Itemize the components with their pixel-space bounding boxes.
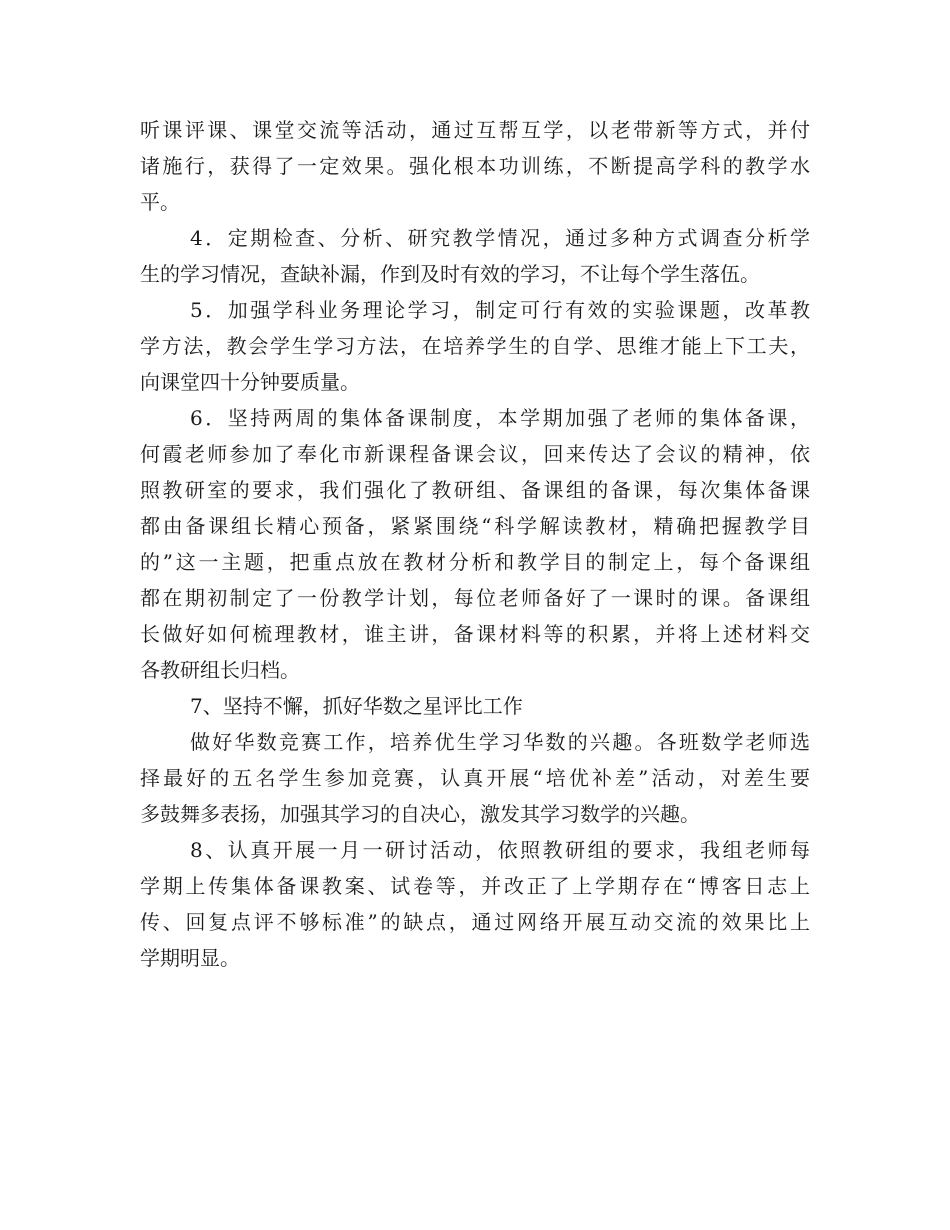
text-line: 的”这一主题，把重点放在教材分析和教学目的制定上，每个备课组 (140, 550, 810, 574)
text-line: 听课评课、课堂交流等活动，通过互帮互学，以老带新等方式，并付 (140, 118, 810, 142)
text-line: 诸施行，获得了一定效果。强化根本功训练，不断提高学科的教学水 (140, 154, 810, 178)
text-line: 都由备课组长精心预备，紧紧围绕“科学解读教材，精确把握教学目 (140, 514, 810, 538)
text-line: 都在期初制定了一份教学计划，每位老师备好了一课时的课。备课组 (140, 586, 810, 610)
text-line: 学期明显。 (140, 946, 240, 970)
text-line: 何霞老师参加了奉化市新课程备课会议，回来传达了会议的精神，依 (140, 442, 810, 466)
text-line: 长做好如何梳理教材，谁主讲，备课材料等的积累，并将上述材料交 (140, 622, 810, 646)
text-line: 平。 (140, 190, 180, 214)
text-line: 向课堂四十分钟要质量。 (140, 370, 360, 394)
text-line: 学期上传集体备课教案、试卷等，并改正了上学期存在“博客日志上 (140, 874, 810, 898)
text-line: 多鼓舞多表扬，加强其学习的自决心，激发其学习数学的兴趣。 (140, 802, 700, 826)
text-line: 各教研组长归档。 (140, 658, 300, 682)
paragraph-7-line: 做好华数竞赛工作，培养优生学习华数的兴趣。各班数学老师选 (190, 730, 810, 754)
paragraph-6-line: 6．坚持两周的集体备课制度，本学期加强了老师的集体备课， (190, 406, 810, 430)
text-line: 照教研室的要求，我们强化了教研组、备课组的备课，每次集体备课 (140, 478, 810, 502)
paragraph-5-line: 5．加强学科业务理论学习，制定可行有效的实验课题，改革教 (190, 298, 810, 322)
text-line: 生的学习情况，查缺补漏，作到及时有效的学习，不让每个学生落伍。 (140, 262, 760, 286)
text-line: 择最好的五名学生参加竞赛，认真开展“培优补差”活动，对差生要 (140, 766, 810, 790)
text-line: 传、回复点评不够标准”的缺点，通过网络开展互动交流的效果比上 (140, 910, 810, 934)
paragraph-8-line: 8、认真开展一月一研讨活动，依照教研组的要求，我组老师每 (190, 838, 810, 862)
document-body (140, 112, 810, 976)
section-heading-7: 7、坚持不懈，抓好华数之星评比工作 (190, 694, 523, 718)
text-line: 学方法，教会学生学习方法，在培养学生的自学、思维才能上下工夫， (140, 334, 810, 358)
paragraph-4-line: 4．定期检查、分析、研究教学情况，通过多种方式调查分析学 (190, 226, 810, 250)
